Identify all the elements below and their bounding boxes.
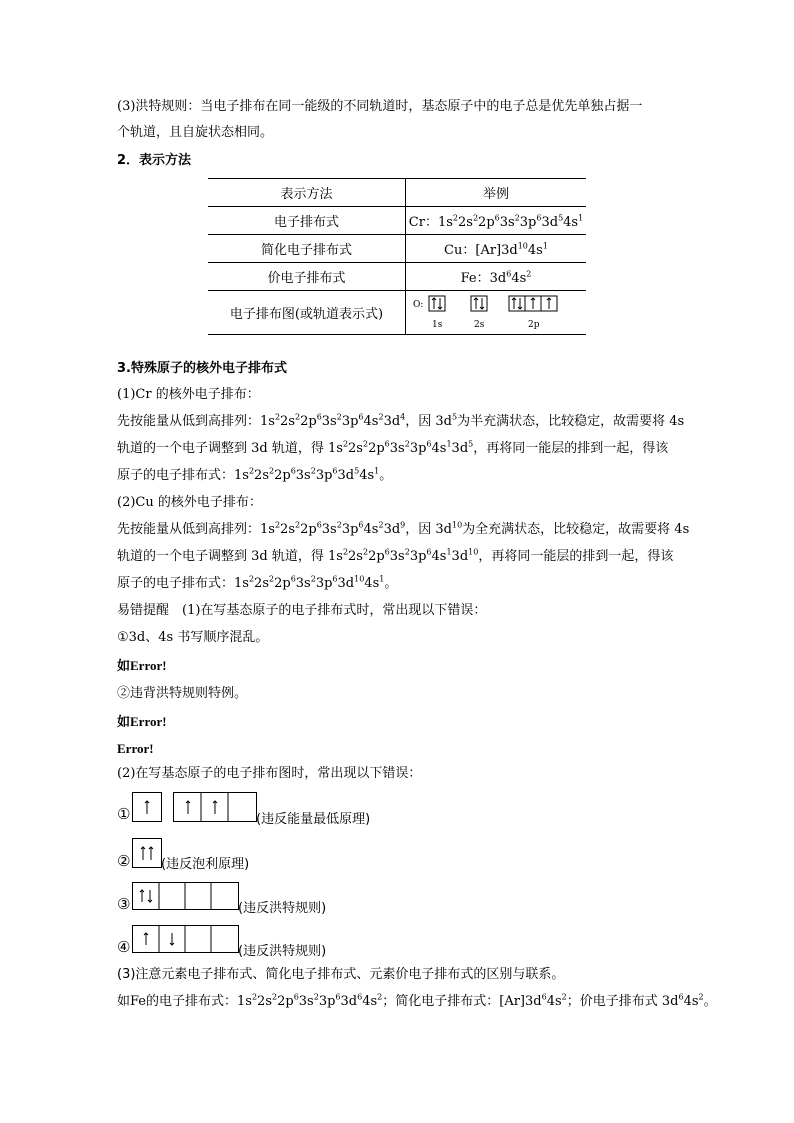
table-header-example: 举例 <box>406 179 587 207</box>
table-cell-method: 价电子排布式 <box>208 263 406 291</box>
orbital-arrows <box>432 298 551 309</box>
oxygen-orbital-diagram <box>411 294 581 332</box>
cu-line-1: 先按能量从低到高排列：$1s^22s^22p^63s^23p^64s^23d^9$，因 $3d^{10}$为全充满状态，比较稳定，故需要将 4s <box>117 520 690 537</box>
orbital-box <box>132 792 162 822</box>
tips-example-2: 如Error! <box>117 714 167 729</box>
table-row <box>208 207 586 235</box>
tips-example-3: Error! <box>117 741 154 756</box>
tips-part-3: (3)注意元素电子排布式、简化电子排布式、元素价电子排布式的区别与联系。 <box>117 967 565 982</box>
representation-table <box>208 178 586 335</box>
up-arrow-icon <box>133 839 161 867</box>
cu-line-3: 原子的电子排布式：$1s^22s^22p^63s^23p^63d^{10}4s^1$。 <box>117 574 398 591</box>
table-row <box>208 263 586 291</box>
note-3: (违反洪特规则) <box>238 901 327 916</box>
tips-error-2: ②违背洪特规则特例。 <box>117 686 248 701</box>
table-cell-example: Cr：$1s^22s^22p^63s^23p^63d^54s^1$ <box>406 207 587 235</box>
orbital-box-2p-1 <box>509 296 525 311</box>
tips-heading: 易错提醒 (1)在写基态原子的电子排布式时，常出现以下错误： <box>117 603 487 618</box>
cr-line-3: 原子的电子排布式：$1s^22s^22p^63s^23p^63d^54s^1$。 <box>117 466 393 483</box>
tips-example-1: 如Error! <box>117 658 167 673</box>
hund-rule-line-2: 个轨道，且自旋状态相同。 <box>117 125 274 140</box>
section-3-title: 3.特殊原子的核外电子排布式 <box>117 361 287 376</box>
cr-heading: (1)Cr 的核外电子排布： <box>117 387 260 402</box>
table-header-row <box>208 179 586 207</box>
tips-part-2: (2)在写基态原子的电子排布图时，常出现以下错误： <box>117 766 422 781</box>
table-cell-orbital-diagram <box>406 291 587 335</box>
up-down-arrow-icon <box>133 883 238 909</box>
cu-line-2: 轨道的一个电子调整到 3d 轨道，得 $1s^22s^22p^63s^23p^64s^13d^{10}$，再将同一能层的排到一起，得该 <box>117 547 674 564</box>
orbital-atom-label: O: <box>413 299 424 310</box>
up-arrow-icon <box>174 793 256 821</box>
hund-rule-line-1: (3)洪特规则：当电子排布在同一能级的不同轨道时，基态原子中的电子总是优先单独占据一 <box>117 99 643 114</box>
up-arrow-icon <box>133 793 161 821</box>
orbital-box-2s <box>471 296 487 311</box>
orbital-label-1s: 1s <box>432 319 443 330</box>
orbital-box-group <box>132 925 239 953</box>
table-cell-method: 电子排布式 <box>208 207 406 235</box>
marker-4: ④ <box>117 938 131 956</box>
note-4: (违反洪特规则) <box>238 944 327 959</box>
table-cell-method: 电子排布图(或轨道表示式) <box>208 291 406 335</box>
orbital-box-1s <box>429 296 445 311</box>
marker-3: ③ <box>117 895 131 913</box>
section-2-title: 2．表示方法 <box>117 153 192 168</box>
table-cell-example: Fe：$3d^64s^2$ <box>406 263 587 291</box>
marker-2: ② <box>117 852 131 870</box>
table-header-method: 表示方法 <box>208 179 406 207</box>
table-row <box>208 235 586 263</box>
table-cell-example: Cu：$[Ar]3d^{10}4s^1$ <box>406 235 587 263</box>
table-cell-method: 简化电子排布式 <box>208 235 406 263</box>
note-1: (违反能量最低原理) <box>256 812 371 827</box>
cr-line-2: 轨道的一个电子调整到 3d 轨道，得 $1s^22s^22p^63s^23p^64s^13d^5$，再将同一能层的排到一起，得该 <box>117 439 669 456</box>
tips-error-1: ①3d、4s 书写顺序混乱。 <box>117 630 269 645</box>
cu-heading: (2)Cu 的核外电子排布： <box>117 495 262 510</box>
note-2: (违反泡利原理) <box>161 857 250 872</box>
up-down-arrow-icon <box>133 926 238 952</box>
orbital-box-group <box>132 882 239 910</box>
table-row <box>208 291 586 335</box>
fe-example-line: 如Fe的电子排布式：$1s^22s^22p^63s^23p^63d^64s^2$；简化电子排布式：$[Ar]3d^64s^2$；价电子排布式 $3d^64s^2$。 <box>117 992 717 1009</box>
orbital-label-2s: 2s <box>474 319 485 330</box>
cr-line-1: 先按能量从低到高排列：$1s^22s^22p^63s^23p^64s^23d^4$，因 $3d^5$为半充满状态，比较稳定，故需要将 4s <box>117 412 685 429</box>
orbital-box <box>132 838 162 868</box>
orbital-label-2p: 2p <box>528 319 540 330</box>
marker-1: ① <box>117 805 131 823</box>
orbital-box-group <box>173 792 257 822</box>
